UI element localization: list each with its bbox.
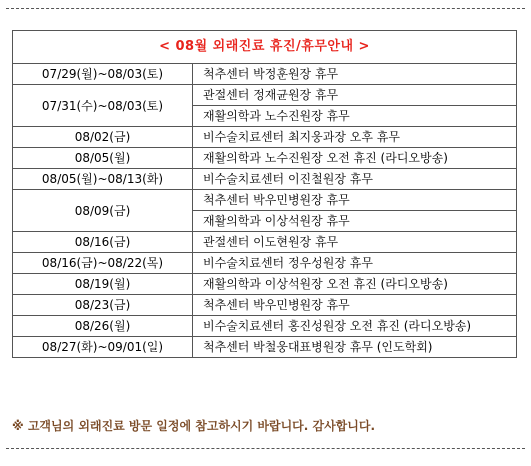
table-row <box>13 148 517 169</box>
top-dashed-divider <box>6 8 525 9</box>
date-cell: 07/31(수)~08/03(토) <box>13 85 193 127</box>
table-row <box>13 274 517 295</box>
table-row <box>13 64 517 85</box>
table-row <box>13 85 517 106</box>
date-cell: 08/23(금) <box>13 295 193 316</box>
table-row <box>13 316 517 337</box>
notice-title: < 08월 외래진료 휴진/휴무안내 > <box>13 31 517 64</box>
table-row <box>13 232 517 253</box>
date-cell: 08/05(월)~08/13(화) <box>13 169 193 190</box>
table-row <box>13 295 517 316</box>
date-cell: 08/05(월) <box>13 148 193 169</box>
table-row <box>13 337 517 358</box>
bottom-dashed-divider <box>6 448 525 449</box>
date-cell: 08/19(월) <box>13 274 193 295</box>
closure-description: 재활의학과 노수진원장 휴무 <box>193 106 517 127</box>
closure-description: 척추센터 박철웅대표병원장 휴무 (인도학회) <box>193 337 517 358</box>
closure-description: 척추센터 박우민병원장 휴무 <box>193 190 517 211</box>
closure-description: 척추센터 박우민병원장 휴무 <box>193 295 517 316</box>
closure-description: 척추센터 박정훈원장 휴무 <box>193 64 517 85</box>
closure-description: 비수술치료센터 이진철원장 휴무 <box>193 169 517 190</box>
table-row <box>13 190 517 211</box>
closure-description: 비수술치료센터 홍진성원장 오전 휴진 (라디오방송) <box>193 316 517 337</box>
date-cell: 08/16(금) <box>13 232 193 253</box>
closure-description: 관절센터 정재균원장 휴무 <box>193 85 517 106</box>
title-row <box>13 31 517 64</box>
closure-description: 관절센터 이도현원장 휴무 <box>193 232 517 253</box>
table-row <box>13 127 517 148</box>
date-cell: 08/16(금)~08/22(목) <box>13 253 193 274</box>
table-row <box>13 253 517 274</box>
closure-description: 재활의학과 이상석원장 오전 휴진 (라디오방송) <box>193 274 517 295</box>
table-row <box>13 169 517 190</box>
date-cell: 08/27(화)~09/01(일) <box>13 337 193 358</box>
date-cell: 07/29(월)~08/03(토) <box>13 64 193 85</box>
date-cell: 08/26(월) <box>13 316 193 337</box>
footnote-text: ※ 고객님의 외래진료 방문 일정에 참고하시기 바랍니다. 감사합니다. <box>12 419 376 433</box>
closure-description: 재활의학과 이상석원장 휴무 <box>193 211 517 232</box>
date-cell: 08/02(금) <box>13 127 193 148</box>
closure-description: 비수술치료센터 최지웅과장 오후 휴무 <box>193 127 517 148</box>
closure-description: 재활의학과 노수진원장 오전 휴진 (라디오방송) <box>193 148 517 169</box>
closure-notice-table <box>12 30 517 358</box>
date-cell: 08/09(금) <box>13 190 193 232</box>
closure-description: 비수술치료센터 정우성원장 휴무 <box>193 253 517 274</box>
